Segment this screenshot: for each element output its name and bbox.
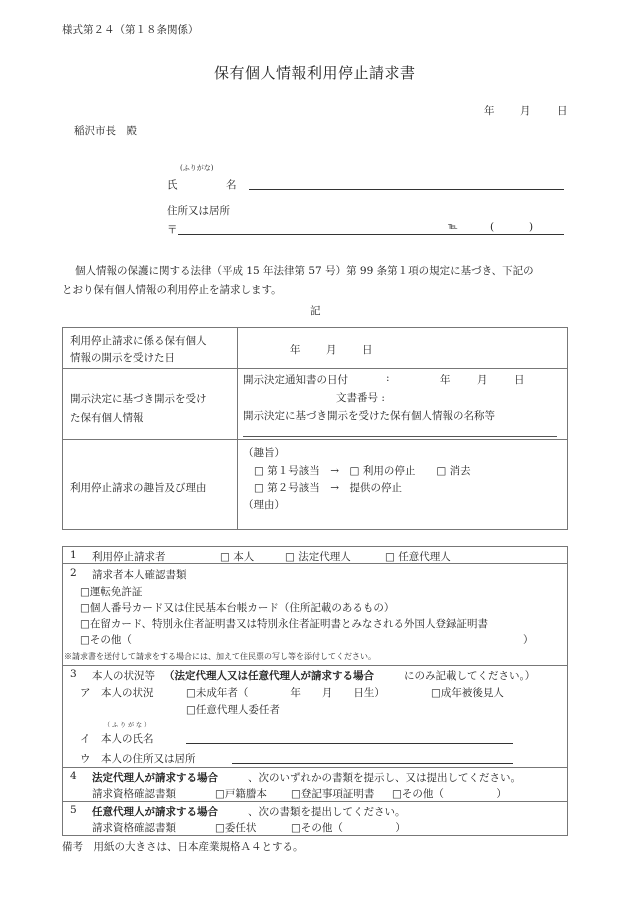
date-year: 年 [484,105,495,117]
row2-label-2: た保有個人情報 [70,412,144,424]
row3-purpose-label: （趣旨） [243,447,285,459]
id-doc-other-close: ） [523,634,534,646]
section3-label: 本人の状況等 [92,670,155,682]
row3-option-1[interactable]: □ 第１号該当 → □ 利用の停止 □ 消去 [254,465,471,477]
section4-instruction: 、次のいずれかの書類を提示し、又は提出してください。 [248,772,521,784]
section4-other-checkbox[interactable]: □その他（ ） [392,788,507,800]
section5-condition: 任意代理人が請求する場合 [92,806,218,818]
status-minor-checkbox[interactable]: □未成年者（ 年 月 日生） [186,687,385,699]
section1-number: 1 [70,549,77,561]
applicant-name-label-1: 氏 [167,179,178,191]
table2-row-divider-3 [62,767,568,768]
section4-number: 4 [70,770,77,782]
power-of-attorney-checkbox[interactable]: □委任状 [215,822,257,834]
remarks: 備考 用紙の大きさは、日本産業規格Ａ４とする。 [62,841,304,853]
section1-label: 利用停止請求者 [92,551,166,563]
registry-certificate-checkbox[interactable]: □登記事項証明書 [291,788,375,800]
row2-colon: : [386,372,390,384]
tel-paren-open: ( [490,221,495,233]
addressee: 稲沢市長 殿 [74,125,137,137]
requester-voluntary-agent-checkbox[interactable]: □ 任意代理人 [385,551,451,563]
id-doc-residence-card[interactable]: □在留カード、特別永住者証明書又は特別永住者証明書とみなされる外国人登録証明書 [80,618,488,630]
section3-a-label: ア 本人の状況 [80,687,154,699]
row1-day: 日 [362,344,373,356]
date-day: 日 [557,105,568,117]
row1-year: 年 [290,344,301,356]
section5-number: 5 [70,804,77,816]
requester-legal-agent-checkbox[interactable]: □ 法定代理人 [285,551,351,563]
table1-row-divider-1 [62,368,568,369]
section3-furigana-label: （ふりがな） [104,722,153,729]
row2-doc-number-label: 文書番号 : [336,392,385,404]
section5-instruction: 、次の書類を提出してください。 [248,806,406,818]
intro-line-2: とおり保有個人情報の利用停止を請求します。 [62,284,282,296]
table1-column-divider [237,327,238,530]
section3-instruction: にのみ記載してください。） [404,670,536,682]
applicant-furigana-label: (ふりがな) [180,164,214,172]
row2-year: 年 [440,374,451,386]
id-doc-other[interactable]: □その他（ [80,634,132,646]
tel-icon: ℡ [448,222,458,232]
date-month: 月 [520,105,531,117]
section2-label: 請求者本人確認書類 [92,569,187,581]
family-register-checkbox[interactable]: □戸籍謄本 [215,788,267,800]
page-title: 保有個人情報利用停止請求書 [214,64,416,82]
tel-paren-close: ) [529,221,534,233]
principal-name-field[interactable] [186,743,513,744]
postal-mark: 〒 [167,224,178,236]
id-doc-drivers-license[interactable]: □運転免許証 [80,586,143,598]
section4-condition: 法定代理人が請求する場合 [92,772,218,784]
table1-row-divider-2 [62,439,568,440]
row3-reason-label: （理由） [243,499,285,511]
section2-note: ※請求書を送付して請求をする場合には、加えて住民票の写し等を添付してください。 [64,652,376,661]
row3-label: 利用停止請求の趣旨及び理由 [70,482,207,494]
form-number: 様式第２４（第１８条関係） [62,24,199,36]
section5-docs-label: 請求資格確認書類 [92,822,176,834]
applicant-name-field[interactable] [249,189,564,190]
ki-heading: 記 [310,305,321,317]
applicant-name-label-2: 名 [226,179,237,191]
row2-notice-date-label: 開示決定通知書の日付 [243,374,348,386]
principal-address-field[interactable] [232,763,513,764]
row2-day: 日 [514,374,525,386]
intro-line-1: 個人情報の保護に関する法律（平成 15 年法律第 57 号）第 99 条第１項の規定に基づき、下記の [75,265,534,277]
row1-label-2: 情報の開示を受けた日 [70,352,175,364]
row2-info-name-field[interactable] [243,436,557,437]
id-doc-my-number-card[interactable]: □個人番号カード又は住民基本台帳カード（住所記載のあるもの） [80,602,395,614]
section4-docs-label: 請求資格確認書類 [92,788,176,800]
table2-row-divider-2 [62,665,568,666]
row1-month: 月 [326,344,337,356]
status-delegator-checkbox[interactable]: □任意代理人委任者 [186,704,280,716]
applicant-address-label: 住所又は居所 [167,205,230,217]
row2-info-name-label: 開示決定に基づき開示を受けた保有個人情報の名称等 [243,410,495,422]
section3-i-label: イ 本人の氏名 [80,733,154,745]
requester-self-checkbox[interactable]: □ 本人 [220,551,255,563]
row2-label-1: 開示決定に基づき開示を受け [70,393,207,405]
section2-number: 2 [70,567,77,579]
section3-u-label: ウ 本人の住所又は居所 [80,753,196,765]
table2-row-divider-4 [62,801,568,802]
status-adult-ward-checkbox[interactable]: □成年被後見人 [431,687,504,699]
section5-other-checkbox[interactable]: □その他（ ） [291,822,406,834]
section3-number: 3 [70,668,77,680]
row1-label-1: 利用停止請求に係る保有個人 [70,335,207,347]
row2-month: 月 [477,374,488,386]
section3-condition: （法定代理人又は任意代理人が請求する場合 [164,670,374,682]
row3-option-2[interactable]: □ 第２号該当 → 提供の停止 [254,482,403,494]
applicant-address-field[interactable] [178,234,564,235]
